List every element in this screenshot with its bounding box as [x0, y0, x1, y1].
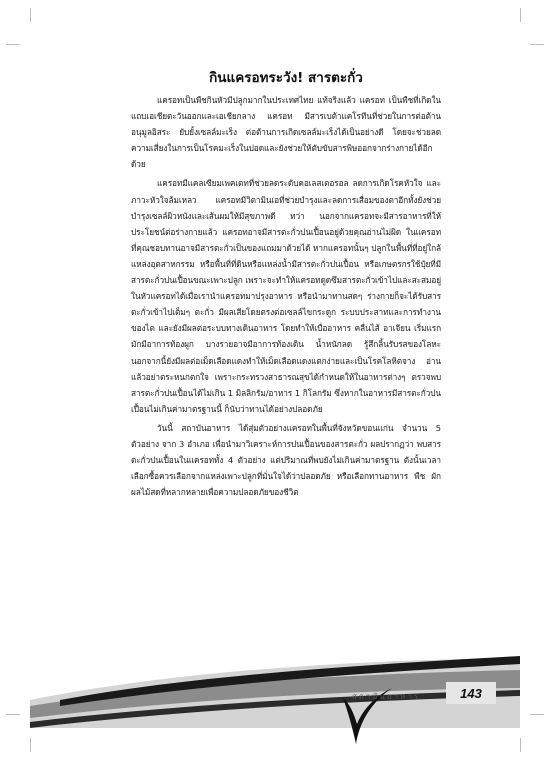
page-number: 143 [460, 685, 482, 701]
crop-mark [520, 8, 521, 22]
footer-publisher: สถาบันอาหาร [352, 692, 421, 701]
paragraph-intro: แครอทเป็นพืชกินหัวมีปลูกมากในประเทศไทย แท้จริงแล้ว แครอท เป็นพืชที่เกิดในแถบเอเชียตะวันออกและเอเชียกลาง แครอท มีสารเบต้าแคโรทีนที่ช่วยในการต่อต้านอนุมูลอิสระ ยับยั้งเซลล์มะเร็ง ต่อต้านการเกิดเซลล์มะเร็งได้เป็นอย่างดี โดยจะช่วยลดความเสี่ยงในการเป็นโรคมะเร็งในปอดและยังช่วยให้ตับขับสารพิษออกจากร่างกายได้อีกด้วย [131, 95, 441, 170]
crop-mark [530, 44, 544, 45]
article-title: กินแครอทระวัง! สารตะกั่ว [209, 70, 363, 86]
paragraph-lead-risk: แครอทมีแคลเซียมเพคเตทที่ช่วยลดระดับคอเลสเตอรอล ลดการเกิดโรคหัวใจ และภาวะหัวใจล้มเหลว แครอทมีวิตามินเอที่ช่วยบำรุงและลดการเสื่อมของตาอีกทั้งยังช่วยบำรุงเซลล์ผิวหนังและเส้นผมให้มีสุขภาพดี ทว่า นอกจากแครอทจะมีสารอาหารที่ให้ประโยชน์ต่อร่างกายแล้ว แครอทอาจมีสารตะกั่วปนเปื้อนอยู่ด้วยคุณอ่านไม่ผิด ในแครอทที่คุณชอบทานอาจมีสารตะกั่วเป็นของแถมมาด้วยได้ หากแครอทนั้นๆ ปลูกในพื้นที่ที่อยู่ใกล้แหล่งอุตสาหกรรม หรือพื้นที่ที่ดินหรือแหล่งน้ำมีสารตะกั่วปนเปื้อน หรือเกษตรกรใช้ปุ๋ยที่มีสารตะกั่วปนเปื้อนขณะเพาะปลูก เพราะจะทำให้แครอทดูดซึมสารตะกั่วเข้าไปและสะสมอยู่ในหัวแครอทได้เมื่อเรานำแครอทมาปรุงอาหาร หรือนำมาทานสดๆ ร่างกายก็จะได้รับสารตะกั่วเข้าไปเต็มๆ ตะกั่ว มีผลเสียโดยตรงต่อเซลล์ไขกระดูก ระบบประสาทและการทำงานของไต และยังมีผลต่อระบบทางเดินอาหาร โดยทำให้เบื่ออาหาร คลื่นไส้ อาเจียน เริ่มแรกมักมีอาการท้องผูก บางรายอาจมีอาการท้องเดิน น้ำหนักลด รู้สึกลิ้นรับรสของโลหะ นอกจากนี้ยังมีผลต่อเม็ดเลือดแดงทำให้เม็ดเลือดแดงแตกง่ายและเป็นโรคโลหิตจาง อ่านแล้วอย่าตระหนกตกใจ เพราะกระทรวงสาธารณสุขได้กำหนดให้ในอาหารต่างๆ ตรวจพบสารตะกั่วปนเปื้อนได้ไม่เกิน 1 มิลลิกรัม/อาหาร 1 กิโลกรัม ซึ่งหากในอาหารมีสารตะกั่วปนเปื้อนไม่เกินค่ามาตรฐานนี้ ก็นับว่าทานได้อย่างปลอดภัย [131, 178, 441, 414]
crop-mark [30, 8, 31, 22]
crop-mark [6, 44, 20, 45]
article [131, 66, 441, 503]
paragraph-study-result: วันนี้ สถาบันอาหาร ได้สุ่มตัวอย่างแครอทในพื้นที่จังหวัดขอนแก่น จำนวน 5 ตัวอย่าง จาก 3 อำเภอ เพื่อนำมาวิเคราะห์การปนเปื้อนของสารตะกั่ว ผลปรากฏว่า พบสารตะกั่วปนเปื้อนในแครอททั้ง 4 ตัวอย่าง แต่ปริมาณที่พบยังไม่เกินค่ามาตรฐาน ดังนั้นเวลาเลือกซื้อควรเลือกจากแหล่งเพาะปลูกที่มั่นใจได้ว่าปลอดภัย หรือเลือกทานอาหาร พืช ผัก ผลไม้สดที่หลากหลายเพื่อความปลอดภัยของชีวิต [131, 422, 441, 498]
